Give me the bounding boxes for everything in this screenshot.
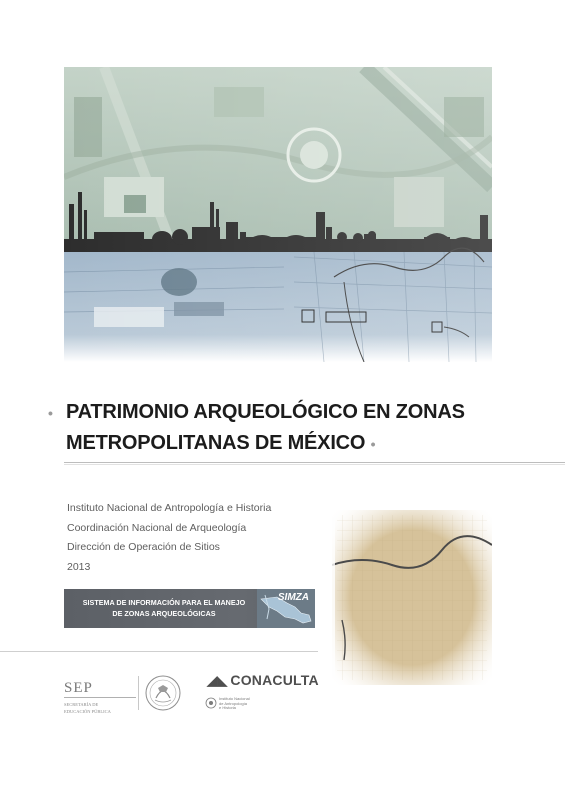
title-line-2 bbox=[48, 428, 518, 459]
institution-line: Coordinación Nacional de Arqueología bbox=[67, 521, 247, 534]
title-line-1 bbox=[48, 397, 518, 428]
inah-line-2: de Antropología bbox=[219, 700, 248, 706]
sep-logo bbox=[64, 680, 142, 715]
inah-line-1: Instituto Nacional bbox=[219, 696, 250, 701]
conaculta-logo-text: CONACULTA bbox=[230, 672, 319, 688]
footer-divider bbox=[0, 651, 318, 652]
simza-banner-text bbox=[64, 597, 264, 619]
logo-divider bbox=[138, 676, 139, 710]
cover-hero-image bbox=[64, 67, 492, 362]
simza-line-2: DE ZONAS ARQUEOLÓGICAS bbox=[112, 609, 216, 618]
publication-year: 2013 bbox=[67, 560, 91, 573]
conaculta-logo-name bbox=[207, 672, 317, 689]
sep-logo-sub-2: EDUCACIÓN PÚBLICA bbox=[64, 709, 111, 714]
simza-banner bbox=[64, 589, 315, 628]
conaculta-mark-icon: ◢◣ bbox=[207, 673, 228, 688]
inah-logo-text bbox=[219, 697, 269, 711]
bullet-icon: • bbox=[370, 436, 376, 452]
title-text-1: PATRIMONIO ARQUEOLÓGICO EN ZONAS bbox=[66, 401, 465, 423]
sep-logo-sub-1: SECRETARÍA DE bbox=[64, 702, 99, 707]
institution-block bbox=[67, 499, 337, 577]
simza-logo-label: SIMZA bbox=[277, 592, 309, 603]
institution-line: Dirección de Operación de Sitios bbox=[67, 541, 220, 553]
institution-line: Instituto Nacional de Antropología e Historia bbox=[67, 502, 272, 514]
sepia-map-image bbox=[332, 510, 492, 685]
title-divider bbox=[64, 462, 565, 463]
sep-logo-name: SEP bbox=[64, 680, 93, 696]
bullet-icon: • bbox=[48, 405, 53, 421]
document-title bbox=[48, 397, 518, 459]
simza-line-1: SISTEMA DE INFORMACIÓN PARA EL MANEJO bbox=[82, 598, 246, 607]
title-text-2: METROPOLITANAS DE MÉXICO bbox=[66, 432, 366, 454]
inah-line-3: e Historia bbox=[219, 705, 236, 710]
title-divider-shadow bbox=[64, 464, 565, 465]
inah-logo bbox=[205, 696, 285, 710]
sep-logo-bar bbox=[64, 697, 136, 698]
national-seal-icon bbox=[144, 674, 182, 712]
inah-emblem-icon bbox=[205, 697, 217, 709]
conaculta-logo bbox=[207, 672, 317, 689]
